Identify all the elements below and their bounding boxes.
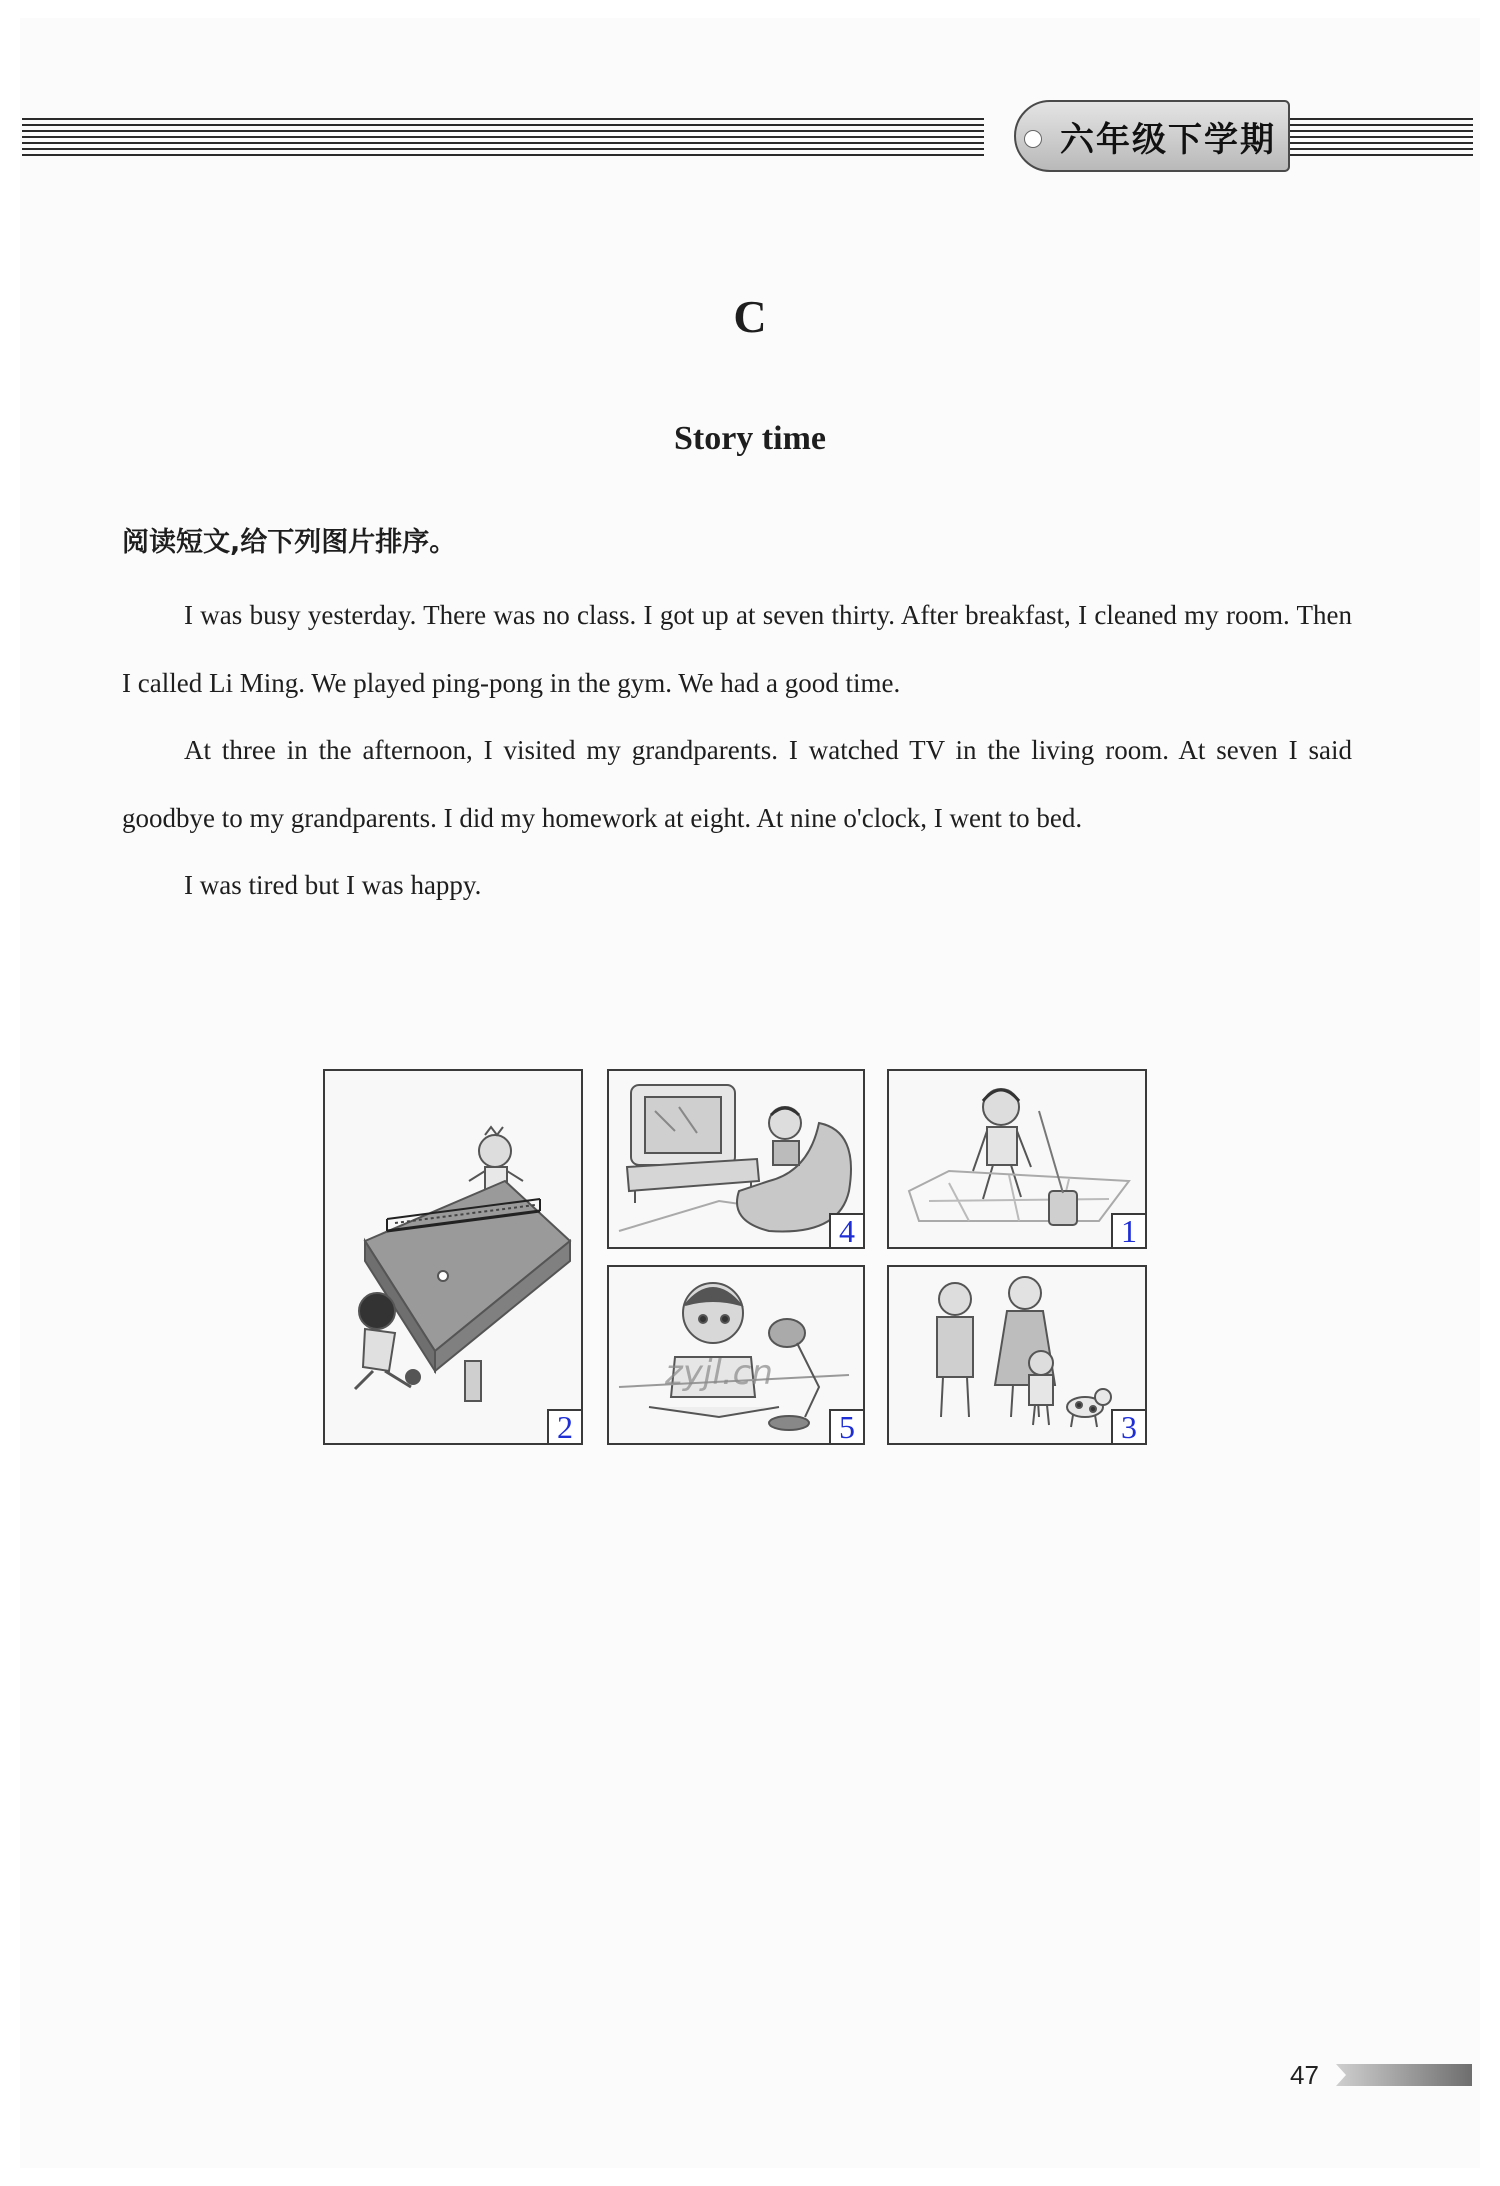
passage-paragraph: I was tired but I was happy. xyxy=(184,870,482,900)
picture-ping-pong xyxy=(323,1069,583,1445)
picture-doing-homework xyxy=(607,1265,865,1445)
answer-number: 3 xyxy=(1111,1409,1145,1443)
story-title: Story time xyxy=(673,420,826,457)
header-rule-left xyxy=(22,118,984,158)
grade-label: 六年级下学期 xyxy=(1060,120,1276,160)
instruction-text: 阅读短文,给下列图片排序。 xyxy=(122,527,457,558)
bullet-icon xyxy=(1024,130,1042,148)
passage-paragraph: At three in the afternoon, I visited my grandparents. I watched TV in the living room. At seven I said goodbye to my grandparents. I did my homework at eight. At nine o'clock, I went to bed. xyxy=(122,735,1352,833)
section-letter: C xyxy=(733,291,767,342)
watermark: zyjl.cn xyxy=(665,1353,773,1393)
picture-watching-tv xyxy=(607,1069,865,1249)
answer-number: 2 xyxy=(547,1409,581,1443)
page-number: 47 xyxy=(1290,2060,1319,2090)
picture-visiting-grandparents xyxy=(887,1265,1147,1445)
answer-number: 1 xyxy=(1111,1213,1145,1247)
header-rule-right xyxy=(1290,118,1473,158)
answer-number: 5 xyxy=(829,1409,863,1443)
reading-passage xyxy=(122,582,1352,920)
passage-paragraph: I was busy yesterday. There was no class. I got up at seven thirty. After breakfast, I cleaned my room. Then I called Li Ming. We played ping-pong in the gym. We had a good time. xyxy=(122,600,1352,698)
footer-ribbon xyxy=(1336,2064,1472,2086)
answer-number: 4 xyxy=(829,1213,863,1247)
picture-cleaning-room xyxy=(887,1069,1147,1249)
